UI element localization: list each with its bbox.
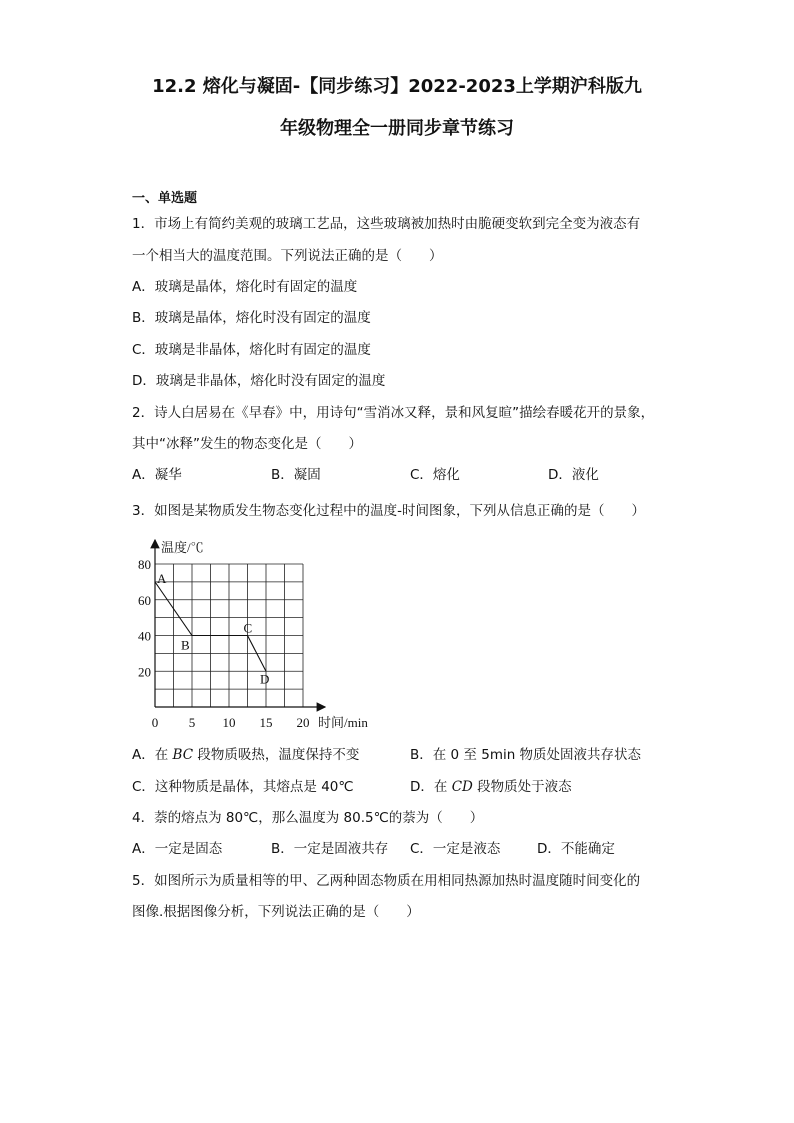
- section-heading: 一、单选题: [132, 191, 198, 206]
- q2-stem-line2: 其中“冰释”发生的物态变化是（ ）: [132, 436, 362, 452]
- x-tick-label: 5: [188, 715, 196, 730]
- q1-stem-line2: 一个相当大的温度范围。下列说法正确的是（ ）: [132, 248, 443, 264]
- q3-option-a: A．在 BC 段物质吸热，温度保持不变: [132, 747, 360, 763]
- q2-option-d: D．液化: [548, 467, 599, 483]
- y-tick-label: 80: [138, 557, 151, 572]
- q1-option-c: C．玻璃是非晶体，熔化时有固定的温度: [132, 342, 371, 358]
- q1-option-b: B．玻璃是晶体，熔化时没有固定的温度: [132, 310, 371, 326]
- x-tick-label: 20: [296, 715, 310, 730]
- q1-option-a: A．玻璃是晶体，熔化时有固定的温度: [132, 279, 358, 295]
- q4-option-b: B．一定是固液共存: [271, 841, 389, 857]
- q2-option-a: A．凝华: [132, 467, 182, 483]
- x-tick-label: 0: [151, 715, 159, 730]
- document-title-line2: 年级物理全一册同步章节练习: [280, 118, 514, 139]
- q3-stem: 3．如图是某物质发生物态变化过程中的温度-时间图象，下列从信息正确的是（ ）: [132, 503, 645, 519]
- q5-stem-line1: 5．如图所示为质量相等的甲、乙两种固态物质在用相同热源加热时温度随时间变化的: [132, 873, 641, 889]
- point-label: B: [181, 637, 190, 653]
- x-tick-label: 15: [259, 715, 273, 730]
- x-axis-label: 时间/min: [318, 715, 368, 730]
- q2-stem-line1: 2．诗人白居易在《早春》中，用诗句“雪消冰又释，景和风复暄”描绘春暖花开的景象，: [132, 405, 655, 421]
- document-title-line1: 12.2 熔化与凝固-【同步练习】2022-2023上学期沪科版九: [152, 76, 642, 97]
- q2-option-b: B．凝固: [271, 467, 321, 483]
- point-label: A: [157, 570, 167, 586]
- x-tick-label: 10: [222, 715, 236, 730]
- q4-option-c: C．一定是液态: [410, 841, 501, 857]
- point-label: D: [260, 671, 270, 687]
- y-axis-label: 温度/℃: [161, 540, 204, 555]
- y-tick-label: 60: [138, 592, 151, 608]
- q3-option-c: C．这种物质是晶体，其熔点是 40℃: [132, 779, 354, 795]
- q2-option-c: C．熔化: [410, 467, 460, 483]
- y-tick-label: 40: [138, 628, 151, 644]
- y-tick-label: 20: [138, 664, 151, 680]
- q1-stem-line1: 1．市场上有简约美观的玻璃工艺品，这些玻璃被加热时由脆硬变软到完全变为液态有: [132, 216, 641, 232]
- q4-option-a: A．一定是固态: [132, 841, 223, 857]
- q3-option-d: D．在 CD 段物质处于液态: [410, 779, 572, 795]
- q4-option-d: D．不能确定: [537, 841, 615, 857]
- q5-stem-line2: 图像.根据图像分析，下列说法正确的是（ ）: [132, 904, 420, 920]
- q1-option-d: D．玻璃是非晶体，熔化时没有固定的温度: [132, 373, 386, 389]
- temperature-time-chart: [132, 530, 392, 738]
- q4-stem: 4．萘的熔点为 80℃，那么温度为 80.5℃的萘为（ ）: [132, 810, 484, 826]
- q3-option-b: B．在 0 至 5min 物质处固液共存状态: [410, 747, 642, 763]
- point-label: C: [243, 620, 253, 636]
